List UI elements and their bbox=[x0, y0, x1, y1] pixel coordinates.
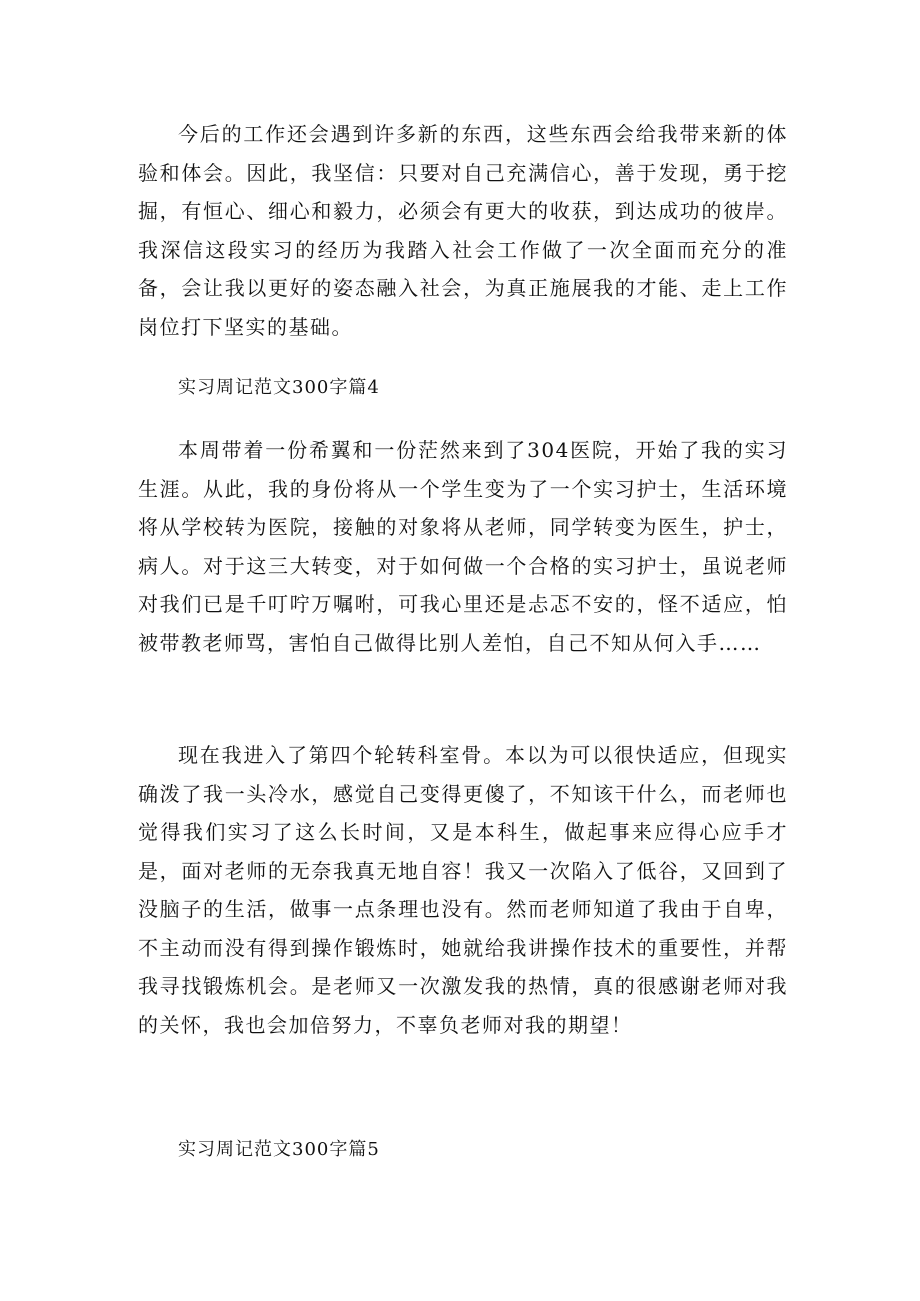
paragraph-conclusion: 今后的工作还会遇到许多新的东西，这些东西会给我带来新的体验和体会。因此，我坚信：只要对自己充满信心，善于发现，勇于挖掘，有恒心、细心和毅力，必须会有更大的收获，到达成功的彼岸。我深信这段实习的经历为我踏入社会工作做了一次全面而充分的准备，会让我以更好的姿态融入社会，为真正施展我的才能、走上工作岗位打下坚实的基础。 bbox=[138, 122, 788, 339]
section-heading-5: 实习周记范文300字篇5 bbox=[178, 1139, 380, 1160]
paragraph-orthopedics-rotation: 现在我进入了第四个轮转科室骨。本以为可以很快适应，但现实确泼了我一头冷水，感觉自己变得更傻了，不知该干什么，而老师也觉得我们实习了这么长时间，又是本科生，做起事来应得心应手才是，面对老师的无奈我真无地自容！我又一次陷入了低谷，又回到了没脑子的生活，做事一点条理也没有。然而老师知道了我由于自卑，不主动而没有得到操作锻炼时，她就给我讲操作技术的重要性，并帮我寻找锻炼机会。是老师又一次激发我的热情，真的很感谢老师对我的关怀，我也会加倍努力，不辜负老师对我的期望！ bbox=[138, 743, 788, 1037]
paragraph-week-intro: 本周带着一份希翼和一份茫然来到了304医院，开始了我的实习生涯。从此，我的身份将从一个学生变为了一个实习护士，生活环境将从学校转为医院，接触的对象将从老师，同学转变为医生，护士，病人。对于这三大转变，对于如何做一个合格的实习护士，虽说老师对我们已是千叮咛万嘱咐，可我心里还是忐忑不安的，怪不适应，怕被带教老师骂，害怕自己做得比别人差怕，自己不知从何入手…… bbox=[138, 438, 788, 655]
section-heading-4: 实习周记范文300字篇4 bbox=[178, 377, 380, 398]
